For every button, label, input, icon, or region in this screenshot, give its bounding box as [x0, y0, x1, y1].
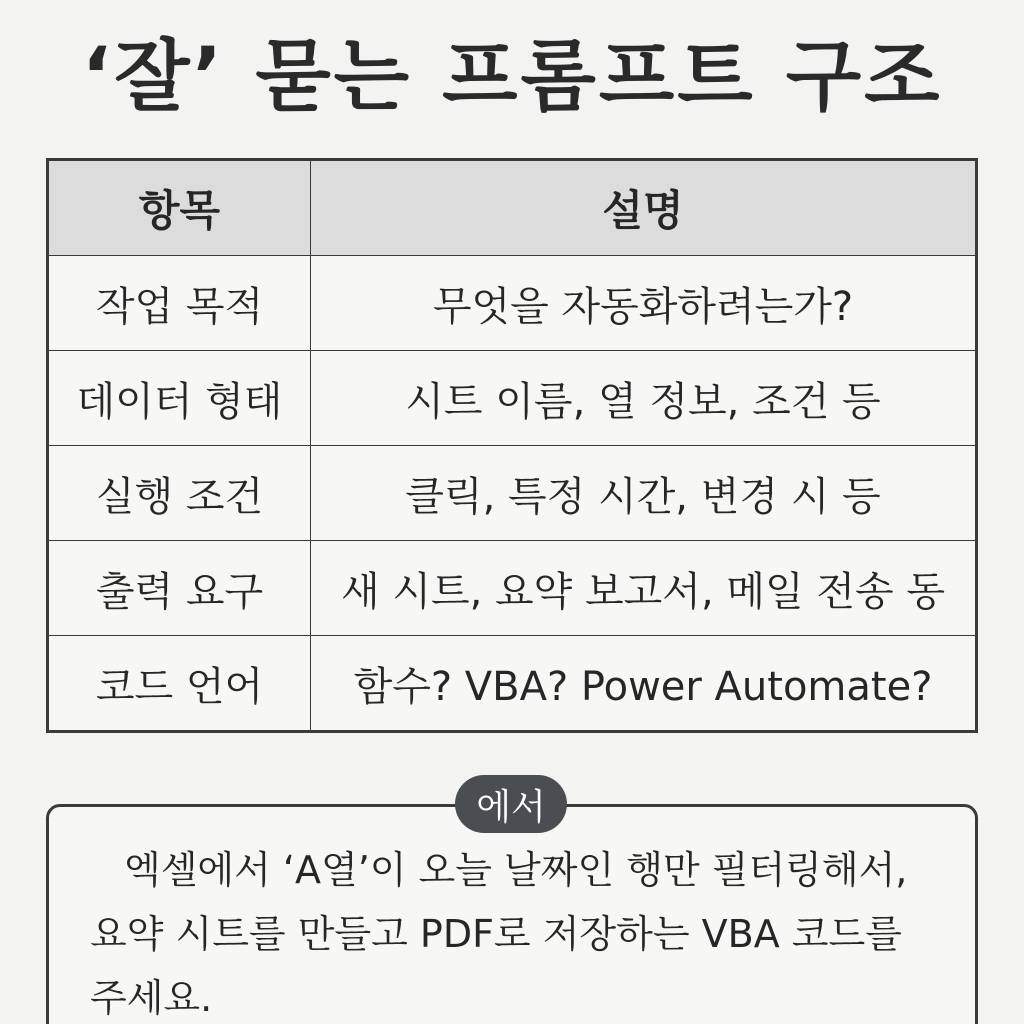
table-header-row — [49, 161, 975, 255]
row-item: 작업 목적 — [49, 256, 311, 350]
table-row — [49, 350, 975, 445]
row-description: 클릭, 특정 시간, 변경 시 등 — [405, 473, 881, 520]
table-row — [49, 635, 975, 730]
row-description: 함수? VBA? Power Automate? — [353, 663, 933, 710]
row-description: 무엇을 자동화하려는가? — [432, 283, 854, 330]
example-text: 엑셀에서 ‘A열’이 오늘 날짜인 행만 필터링해서, 요약 시트를 만들고 PDF로 저장하는 VBA 코드를 주세요. — [90, 848, 908, 1020]
page-title: ‘잘’ 묻는 프롬프트 구조 — [81, 32, 943, 122]
row-description: 새 시트, 요약 보고서, 메일 전송 동 — [340, 568, 946, 615]
prompt-structure-table — [46, 158, 978, 733]
header-description: 설명 — [602, 186, 684, 235]
header-item: 항목 — [49, 161, 311, 255]
row-item: 데이터 형태 — [49, 351, 311, 445]
row-item: 실행 조건 — [49, 446, 311, 540]
example-tag: 에서 — [455, 775, 567, 833]
row-item: 코드 언어 — [49, 636, 311, 730]
table-row — [49, 255, 975, 350]
table-row — [49, 445, 975, 540]
row-item: 출력 요구 — [49, 541, 311, 635]
row-description: 시트 이름, 열 정보, 조건 등 — [405, 378, 881, 425]
table-row — [49, 540, 975, 635]
